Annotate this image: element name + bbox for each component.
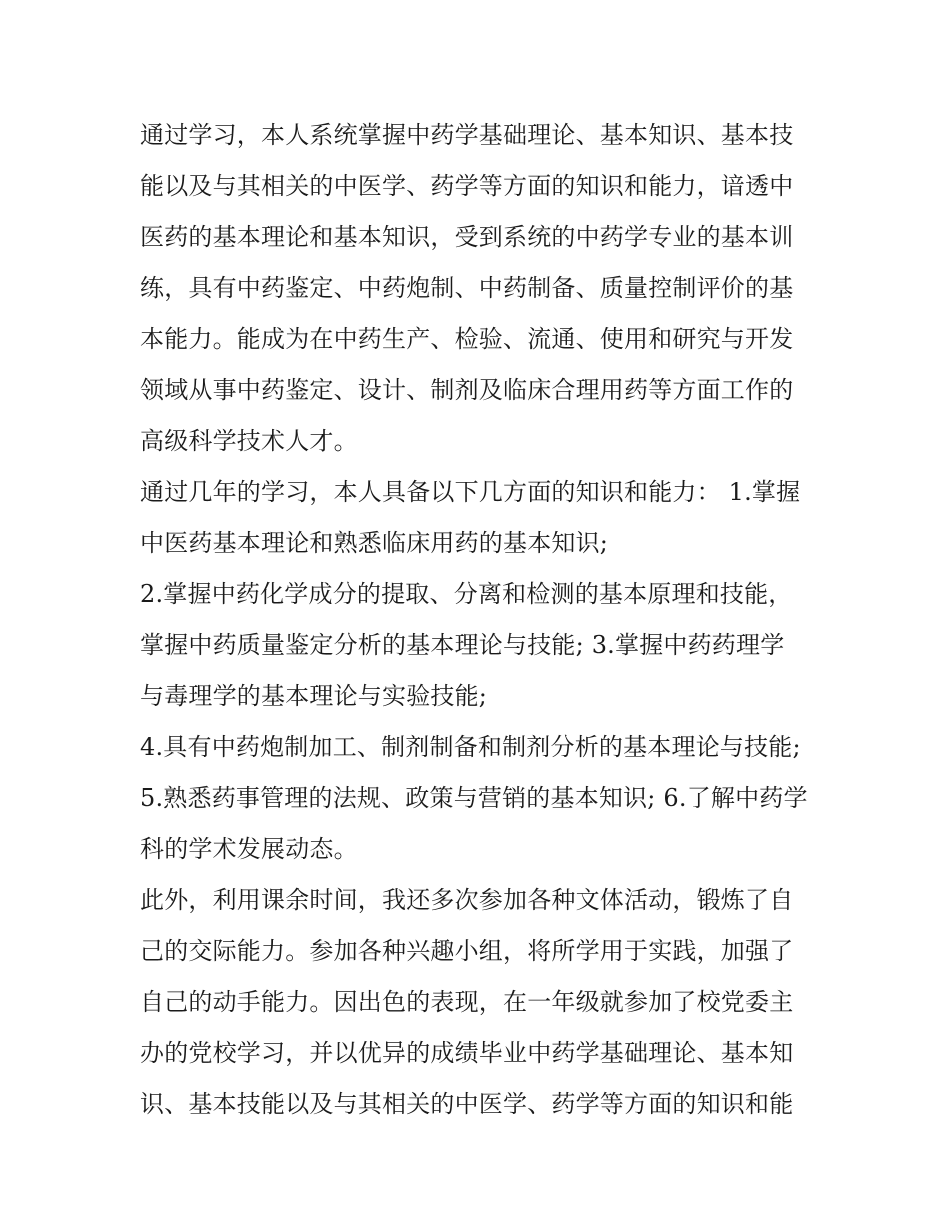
- text-line: 自己的动手能力。因出色的表现，在一年级就参加了校党委主: [140, 988, 794, 1016]
- paragraph-abilities-4-6: [140, 722, 820, 875]
- text-line: 中医药基本理论和熟悉临床用药的基本知识;: [140, 529, 609, 557]
- text-line: 本能力。能成为在中药生产、检验、流通、使用和研究与开发: [140, 325, 794, 353]
- paragraph-abilities-intro: [140, 467, 820, 569]
- text-line: 办的党校学习，并以优异的成绩毕业中药学基础理论、基本知: [140, 1039, 794, 1067]
- text-line: 4.具有中药炮制加工、制剂制备和制剂分析的基本理论与技能;: [140, 733, 801, 761]
- text-line: 掌握中药质量鉴定分析的基本理论与技能; 3.掌握中药药理学: [140, 631, 785, 659]
- text-line: 练，具有中药鉴定、中药炮制、中药制备、质量控制评价的基: [140, 274, 794, 302]
- text-line: 医药的基本理论和基本知识，受到系统的中药学专业的基本训: [140, 223, 794, 251]
- paragraph-extracurricular: [140, 875, 820, 1130]
- text-line: 5.熟悉药事管理的法规、政策与营销的基本知识; 6.了解中药学: [140, 784, 808, 812]
- text-line: 领域从事中药鉴定、设计、制剂及临床合理用药等方面工作的: [140, 376, 794, 404]
- text-line: 能以及与其相关的中医学、药学等方面的知识和能力，谙透中: [140, 172, 794, 200]
- document-body: [140, 110, 820, 1130]
- text-line: 高级科学技术人才。: [140, 427, 358, 455]
- text-line: 通过学习，本人系统掌握中药学基础理论、基本知识、基本技: [140, 121, 794, 149]
- text-line: 科的学术发展动态。: [140, 835, 358, 863]
- text-line: 通过几年的学习，本人具备以下几方面的知识和能力： 1.掌握: [140, 478, 801, 506]
- text-line: 2.掌握中药化学成分的提取、分离和检测的基本原理和技能，: [140, 580, 793, 608]
- paragraph-abilities-2-3: [140, 569, 820, 722]
- paragraph-overview: [140, 110, 820, 467]
- text-line: 识、基本技能以及与其相关的中医学、药学等方面的知识和能: [140, 1090, 794, 1118]
- text-line: 此外，利用课余时间，我还多次参加各种文体活动，锻炼了自: [140, 886, 794, 914]
- text-line: 与毒理学的基本理论与实验技能;: [140, 682, 488, 710]
- text-line: 己的交际能力。参加各种兴趣小组，将所学用于实践，加强了: [140, 937, 794, 965]
